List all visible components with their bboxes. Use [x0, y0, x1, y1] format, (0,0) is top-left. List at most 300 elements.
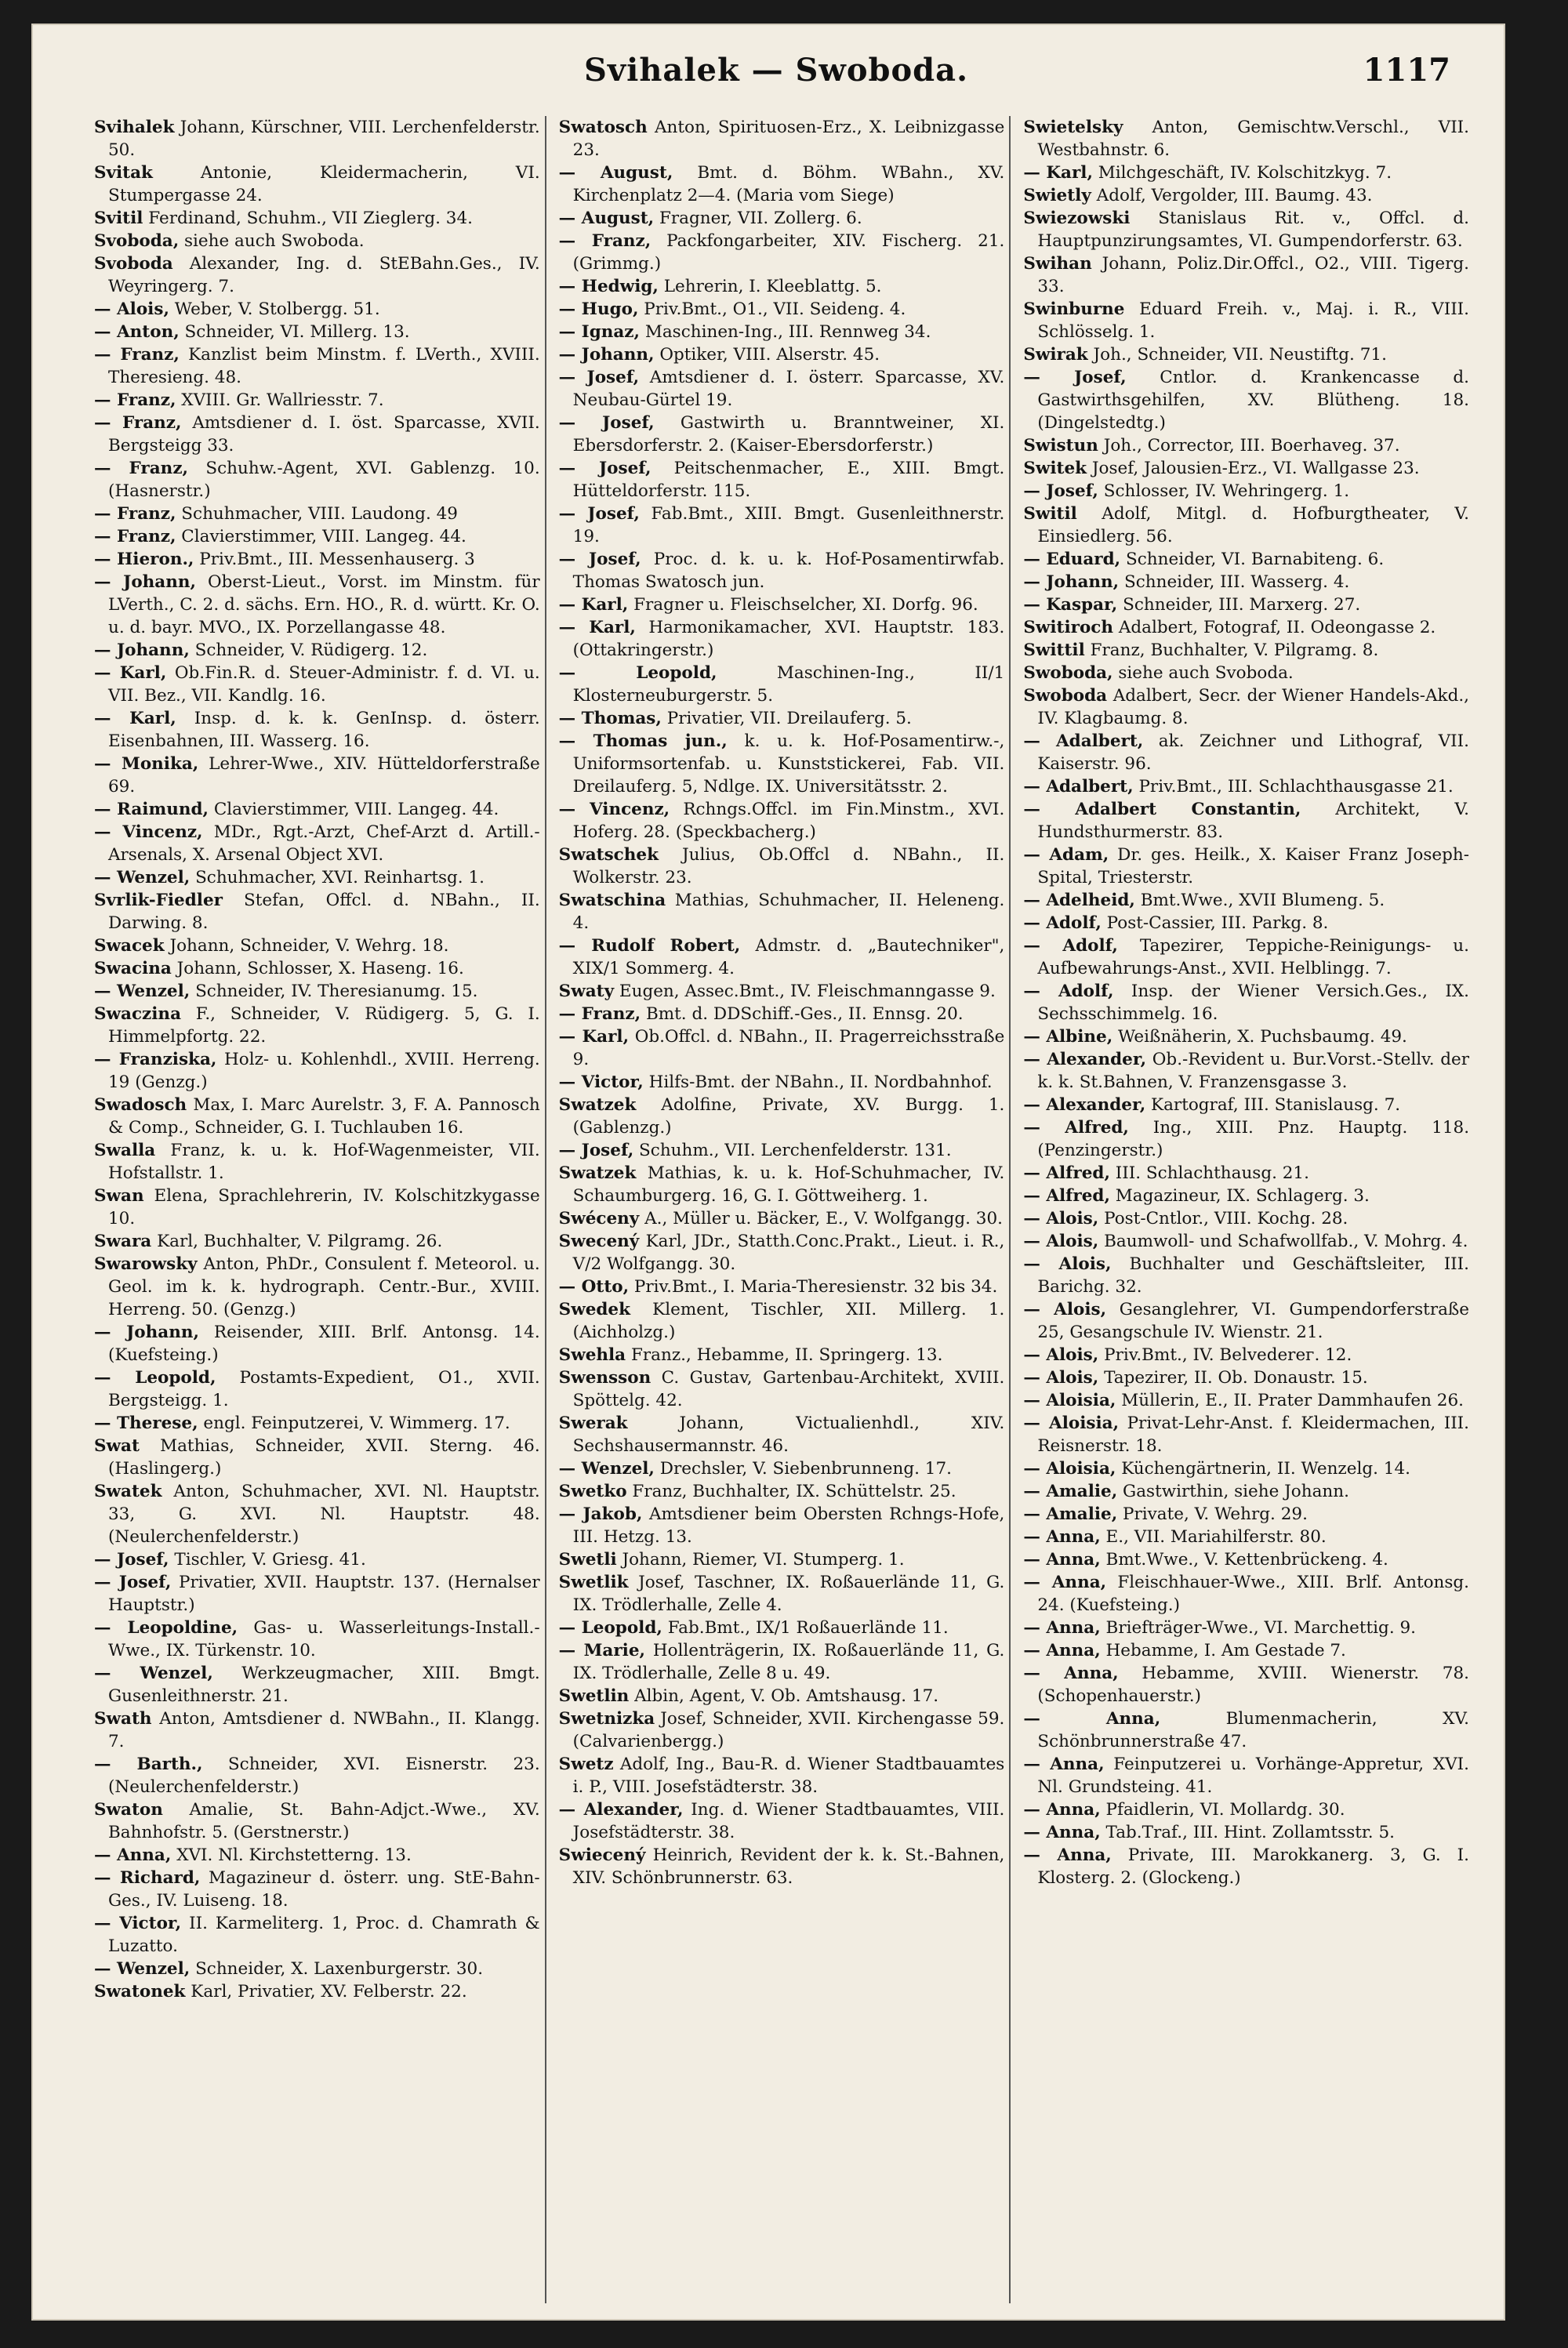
entry-name: — Raimund,	[94, 800, 209, 819]
directory-entry	[559, 1753, 1005, 1798]
directory-entry	[1023, 1116, 1469, 1162]
entry-details: Karl, JDr., Statth.Conc.Prakt., Lieut. i. R., V/2 Wolfgangg. 30.	[572, 1232, 1005, 1274]
entry-details: Johann, Schneider, V. Wehrg. 18.	[164, 936, 449, 956]
entry-name: Swatzek	[558, 1095, 637, 1115]
entry-details: Johann, Schlosser, X. Haseng. 16.	[171, 959, 464, 978]
directory-entry	[1023, 252, 1469, 298]
directory-entry	[559, 1571, 1005, 1617]
entry-name: — Leopold,	[94, 1368, 216, 1388]
directory-entry	[559, 1344, 1005, 1366]
directory-entry	[94, 980, 540, 1003]
entry-name: — Jakob,	[558, 1504, 643, 1524]
entry-details: Anton, PhDr., Consulent f. Meteorol. u. Geol. im k. k. hydrograph. Centr.-Bur., XVIII. Herreng. 50. (Genzg.)	[108, 1254, 540, 1319]
entry-details: Tapezirer, II. Ob. Donaustr. 15.	[1098, 1368, 1368, 1388]
entry-name: — Barth.,	[94, 1755, 203, 1774]
entry-details: Priv.Bmt., I. Maria-Theresienstr. 32 bis 34.	[629, 1277, 998, 1297]
directory-entry	[559, 844, 1005, 889]
directory-entry	[1023, 1707, 1469, 1753]
directory-entry	[559, 1617, 1005, 1639]
entry-name: Swatosch	[558, 118, 648, 137]
entry-details: Pfaidlerin, VI. Mollardg. 30.	[1100, 1800, 1345, 1820]
entry-details: Schuhm., VII. Lerchenfelderstr. 131.	[633, 1141, 952, 1160]
entry-details: Küchengärtnerin, II. Wenzelg. 14.	[1116, 1459, 1410, 1479]
entry-name: — Victor,	[558, 1072, 644, 1092]
directory-entry	[1023, 1617, 1469, 1639]
directory-entry	[559, 161, 1005, 207]
entry-name: Swoboda,	[1023, 663, 1113, 683]
directory-entry	[559, 1707, 1005, 1753]
entry-details: Karl, Buchhalter, V. Pilgramg. 26.	[151, 1232, 443, 1251]
directory-entry	[559, 548, 1005, 593]
entry-name: — Rudolf Robert,	[558, 936, 741, 956]
entry-name: Swatek	[94, 1482, 162, 1501]
entry-name: — Franz,	[94, 459, 189, 478]
directory-entry	[1023, 503, 1469, 548]
entry-name: Swetli	[558, 1550, 617, 1570]
entry-name: Swihan	[1023, 254, 1092, 274]
directory-entry	[559, 1412, 1005, 1457]
entry-name: — Anna,	[1023, 1527, 1101, 1547]
entry-details: Proc. d. k. u. k. Hof-Posamentirwfab. Thomas Swatosch jun.	[572, 550, 1005, 592]
entry-details: Baumwoll- und Schafwollfab., V. Mohrg. 4.	[1098, 1232, 1468, 1251]
directory-entry	[94, 343, 540, 389]
directory-entry	[94, 321, 540, 343]
entry-details: Johann, Poliz.Dir.Offcl., O2., VIII. Tigerg. 33.	[1037, 254, 1470, 296]
entry-name: — Adam,	[1023, 845, 1109, 865]
entry-details: Ing. d. Wiener Stadtbauamtes, VIII. Josefstädterstr. 38.	[572, 1800, 1005, 1842]
directory-entry	[1023, 639, 1469, 662]
directory-entry	[94, 1185, 540, 1230]
entry-name: — Vincenz,	[94, 822, 203, 842]
entry-name: Swarowsky	[94, 1254, 198, 1274]
directory-entry	[94, 116, 540, 161]
entry-name: Svoboda	[94, 254, 173, 274]
directory-entry	[559, 230, 1005, 275]
entry-name: — Johann,	[94, 572, 196, 592]
entry-details: Optiker, VIII. Alserstr. 45.	[654, 345, 880, 365]
entry-name: Switiroch	[1023, 618, 1114, 637]
entry-name: — Franz,	[94, 345, 180, 365]
entry-details: Max, I. Marc Aurelstr. 3, F. A. Pannosch & Comp., Schneider, G. I. Tuchlauben 16.	[108, 1095, 540, 1138]
directory-entry	[1023, 571, 1469, 593]
entry-name: — August,	[558, 163, 673, 183]
directory-entry	[1023, 980, 1469, 1025]
entry-details: Privatier, VII. Dreilauferg. 5.	[661, 709, 912, 728]
entry-details: Milchgeschäft, IV. Kolschitzkyg. 7.	[1092, 163, 1392, 183]
entry-name: — Johann,	[1023, 572, 1120, 592]
entry-details: Julius, Ob.Offcl d. NBahn., II. Wolkerstr. 23.	[572, 845, 1005, 887]
directory-entry	[94, 1662, 540, 1707]
entry-details: Joh., Corrector, III. Boerhaveg. 37.	[1098, 436, 1400, 455]
entry-details: Dr. ges. Heilk., X. Kaiser Franz Joseph-Spital, Triesterstr.	[1037, 845, 1470, 887]
entry-name: — Josef,	[558, 368, 640, 387]
entry-details: Schneider, IV. Theresianumg. 15.	[190, 982, 478, 1001]
entry-name: — Anna,	[1023, 1550, 1101, 1570]
directory-entry	[1023, 1457, 1469, 1480]
directory-entry	[1023, 1503, 1469, 1526]
directory-entry	[94, 1571, 540, 1617]
entry-name: — Alfred,	[1023, 1163, 1110, 1183]
entry-details: Bmt. d. DDSchiff.-Ges., II. Ennsg. 20.	[641, 1004, 964, 1024]
directory-entry	[1023, 1821, 1469, 1844]
entry-details: Schuhmacher, XVI. Reinhartsg. 1.	[190, 868, 485, 887]
entry-name: — Anna,	[1023, 1664, 1119, 1683]
entry-name: — Anna,	[1023, 1823, 1101, 1842]
directory-entry	[559, 662, 1005, 707]
entry-details: Schneider, VI. Barnabiteng. 6.	[1120, 550, 1385, 569]
entry-details: XVI. Nl. Kirchstetterng. 13.	[171, 1845, 412, 1865]
entry-details: Mathias, k. u. k. Hof-Schuhmacher, IV. Schaumburgerg. 16, G. I. Göttweiherg. 1.	[572, 1163, 1005, 1206]
directory-entry	[94, 230, 540, 252]
entry-details: Clavierstimmer, VIII. Langeg. 44.	[208, 800, 499, 819]
directory-entry	[1023, 1253, 1469, 1298]
directory-entry	[559, 1798, 1005, 1844]
directory-entry	[1023, 912, 1469, 934]
entry-name: — Alois,	[1023, 1232, 1099, 1251]
entry-details: Franz, Buchhalter, V. Pilgramg. 8.	[1084, 641, 1379, 660]
entry-name: — Josef,	[558, 550, 641, 569]
entry-details: Mathias, Schuhmacher, II. Heleneng. 4.	[572, 891, 1005, 933]
entry-name: — Johann,	[94, 1323, 199, 1342]
entry-details: Priv.Bmt., IV. Belvederег. 12.	[1098, 1345, 1352, 1365]
directory-entry	[559, 207, 1005, 230]
entry-details: Joh., Schneider, VII. Neustiftg. 71.	[1087, 345, 1387, 365]
entry-name: — Albine,	[1023, 1027, 1113, 1047]
entry-name: — Adalbert,	[1023, 731, 1144, 751]
entry-details: Hebamme, I. Am Gestade 7.	[1100, 1641, 1346, 1660]
directory-entry	[1023, 1230, 1469, 1253]
entry-details: Maschinen-Ing., II/1 Klosterneuburgerstr. 5.	[572, 663, 1005, 706]
directory-entry	[94, 1617, 540, 1662]
entry-details: siehe auch Svoboda.	[1112, 663, 1294, 683]
entry-name: — Karl,	[558, 618, 636, 637]
directory-entry	[1023, 662, 1469, 684]
entry-details: Gastwirthin, siehe Johann.	[1117, 1482, 1349, 1501]
entry-details: Cntlor. d. Krankencasse d. Gastwirthsgehilfen, XV. Blütheng. 18. (Dingelstedtg.)	[1037, 368, 1470, 433]
entry-name: Swoboda	[1023, 686, 1108, 706]
entry-details: XVIII. Gr. Wallriesstr. 7.	[176, 390, 384, 410]
entry-details: Elena, Sprachlehrerin, IV. Kolschitzkygasse 10.	[108, 1186, 540, 1228]
directory-entry	[94, 639, 540, 662]
entry-name: — Alois,	[1023, 1209, 1099, 1228]
directory-entry	[1023, 1844, 1469, 1889]
entry-details: Privat-Lehr-Anst. f. Kleidermachen, III. Reisnerstr. 18.	[1037, 1414, 1470, 1456]
directory-entry	[1023, 1480, 1469, 1503]
entry-details: Eugen, Assec.Bmt., IV. Fleischmanngasse 9.	[614, 982, 996, 1001]
entry-details: Stanislaus Rit. v., Offcl. d. Hauptpunzirungsamtes, VI. Gumpendorferstr. 63.	[1037, 209, 1470, 251]
directory-entry	[559, 1639, 1005, 1685]
directory-entry	[94, 934, 540, 957]
entry-name: — Leopold,	[558, 663, 717, 683]
directory-entry	[1023, 1389, 1469, 1412]
entry-details: Architekt, V. Hundsthurmerstr. 83.	[1037, 800, 1470, 842]
directory-entry	[1023, 889, 1469, 912]
directory-entry	[1023, 1025, 1469, 1048]
directory-entry	[1023, 434, 1469, 457]
entry-details: Lehrerin, I. Kleeblattg. 5.	[658, 277, 882, 296]
entry-details: E., VII. Mariahilferstr. 80.	[1100, 1527, 1327, 1547]
entry-name: — Alexander,	[1023, 1095, 1146, 1115]
entry-name: Swadosch	[94, 1095, 187, 1115]
entry-name: — Thomas jun.,	[558, 731, 728, 751]
directory-entry	[94, 1844, 540, 1867]
entry-name: — August,	[558, 209, 655, 228]
directory-entry	[1023, 1185, 1469, 1207]
directory-entry	[1023, 1526, 1469, 1548]
directory-entry	[559, 503, 1005, 548]
directory-entry	[94, 252, 540, 298]
entry-details: Josef, Jalousien-Erz., VI. Wallgasse 23.	[1087, 459, 1420, 478]
entry-details: II. Karmeliterg. 1, Proc. d. Chamrath & Luzatto.	[108, 1914, 540, 1956]
entry-details: ak. Zeichner und Lithograf, VII. Kaiserstr. 96.	[1037, 731, 1469, 774]
directory-entry	[1023, 298, 1469, 343]
entry-details: Fab.Bmt., IX/1 Roßauerlände 11.	[662, 1618, 949, 1638]
entry-details: Antonie, Kleidermacherin, VI. Stumpergasse 24.	[108, 163, 540, 205]
entry-details: Rchngs.Offcl. im Fin.Minstm., XVI. Hoferg. 28. (Speckbacherg.)	[572, 800, 1005, 842]
directory-entry	[94, 548, 540, 571]
entry-details: Clavierstimmer, VIII. Langeg. 44.	[176, 527, 466, 546]
entry-details: Packfongarbeiter, XIV. Fischerg. 21. (Grimmg.)	[572, 231, 1005, 274]
entry-details: Adolf, Vergolder, III. Baumg. 43.	[1091, 186, 1373, 205]
entry-details: Stefan, Offcl. d. NBahn., II. Darwing. 8.	[108, 891, 540, 933]
directory-entry	[1023, 730, 1469, 775]
entry-name: — Johann,	[94, 641, 190, 660]
entry-name: — Josef,	[94, 1550, 169, 1570]
entry-name: — Franz,	[94, 504, 176, 524]
entry-name: — Anna,	[1023, 1845, 1112, 1865]
directory-entry	[559, 980, 1005, 1003]
entry-name: — Karl,	[94, 663, 167, 683]
entry-details: Magazineur, IX. Schlagerg. 3.	[1109, 1186, 1370, 1206]
directory-page	[31, 24, 1505, 2321]
entry-name: — Alois,	[1023, 1300, 1107, 1319]
directory-entry	[94, 1980, 540, 2003]
entry-details: F., Schneider, V. Rüdigerg. 5, G. I. Himmelpfortg. 22.	[108, 1004, 540, 1047]
entry-details: engl. Feinputzerei, V. Wimmerg. 17.	[198, 1414, 510, 1433]
directory-entry	[1023, 1798, 1469, 1821]
directory-entry	[1023, 798, 1469, 844]
entry-name: — Adolf,	[1023, 936, 1118, 956]
directory-entry	[94, 1230, 540, 1253]
entry-details: Ing., XIII. Pnz. Hauptg. 118. (Penzingerstr.)	[1037, 1118, 1470, 1160]
entry-details: Blumenmacherin, XV. Schönbrunnerstraße 47.	[1037, 1709, 1470, 1751]
entry-details: Adalbert, Fotograf, II. Odeongasse 2.	[1113, 618, 1436, 637]
entry-details: Fragner, VII. Zollerg. 6.	[654, 209, 862, 228]
entry-details: Schuhw.-Agent, XVI. Gablenzg. 10. (Hasnerstr.)	[108, 459, 540, 501]
entry-details: Josef, Taschner, IX. Roßauerlände 11, G. IX. Trödlerhalle, Zelle 4.	[572, 1573, 1005, 1615]
directory-entry	[94, 798, 540, 821]
entry-details: Priv.Bmt., III. Messenhauserg. 3	[194, 550, 475, 569]
entry-name: — Therese,	[94, 1414, 198, 1433]
entry-name: Svitak	[94, 163, 153, 183]
entry-name: — Adalbert Constantin,	[1023, 800, 1301, 819]
entry-details: Buchhalter und Geschäftsleiter, III. Barichg. 32.	[1037, 1254, 1470, 1297]
directory-entry	[1023, 1366, 1469, 1389]
entry-name: Swedek	[558, 1300, 630, 1319]
page-header	[94, 52, 1458, 107]
directory-entry	[559, 412, 1005, 457]
entry-name: — Adelheid,	[1023, 891, 1135, 910]
entry-name: — Leopoldine,	[94, 1618, 238, 1638]
entry-name: Swalla	[94, 1141, 156, 1160]
directory-entry	[1023, 1162, 1469, 1185]
entry-details: Anton, Gemischtw.Verschl., VII. Westbahnstr. 6.	[1037, 118, 1470, 160]
directory-entry	[94, 1048, 540, 1094]
directory-entry	[559, 298, 1005, 321]
entry-name: Swietelsky	[1023, 118, 1123, 137]
entry-name: Swetnizka	[558, 1709, 655, 1729]
entry-details: Amtsdiener beim Obersten Rchngs-Hofe, III. Hetzg. 13.	[572, 1504, 1005, 1547]
entry-name: Swerak	[558, 1414, 628, 1433]
directory-entry	[559, 116, 1005, 161]
entry-name: — Hugo,	[558, 299, 639, 319]
entry-name: — Karl,	[558, 595, 629, 615]
entry-name: Swecený	[558, 1232, 640, 1251]
directory-entry	[559, 1480, 1005, 1503]
entry-details: Fleischhauer-Wwe., XIII. Brlf. Antonsg. 24. (Kuefsteing.)	[1037, 1573, 1470, 1615]
directory-entry	[559, 1162, 1005, 1207]
entry-name: — Karl,	[94, 709, 176, 728]
entry-name: — Josef,	[1023, 481, 1098, 501]
directory-entry	[94, 1867, 540, 1912]
directory-entry	[1023, 1753, 1469, 1798]
directory-entry	[559, 934, 1005, 980]
entry-details: Post-Cntlor., VIII. Kochg. 28.	[1098, 1209, 1348, 1228]
entry-name: — Wenzel,	[94, 982, 191, 1001]
entry-name: — Karl,	[1023, 163, 1093, 183]
entry-name: — Vincenz,	[558, 800, 670, 819]
directory-entry	[1023, 457, 1469, 480]
entry-details: A., Müller u. Bäcker, E., V. Wolfgangg. 30.	[639, 1209, 1003, 1228]
entry-name: Swatzek	[558, 1163, 637, 1183]
directory-entry	[94, 1798, 540, 1844]
entry-name: — Aloisia,	[1023, 1414, 1120, 1433]
entry-details: MDr., Rgt.-Arzt, Chef-Arzt d. Artill.-Arsenals, X. Arsenal Object XVI.	[108, 822, 540, 865]
entry-name: — Wenzel,	[94, 1664, 213, 1683]
directory-entry	[94, 1435, 540, 1480]
entry-details: Ferdinand, Schuhm., VII Zieglerg. 34.	[143, 209, 473, 228]
entry-details: Gesanglehrer, VI. Gumpendorferstraße 25, Gesangschule IV. Wienstr. 21.	[1037, 1300, 1469, 1342]
entry-name: — Franziska,	[94, 1050, 217, 1069]
entry-name: — Alexander,	[558, 1800, 684, 1820]
entry-details: III. Schlachthausg. 21.	[1109, 1163, 1309, 1183]
entry-name: — Josef,	[558, 1141, 634, 1160]
directory-entry	[559, 1503, 1005, 1548]
entry-name: — Victor,	[94, 1914, 182, 1933]
directory-entry	[1023, 1298, 1469, 1344]
directory-entry	[559, 1366, 1005, 1412]
entry-details: Johann, Riemer, VI. Stumperg. 1.	[616, 1550, 905, 1570]
directory-entry	[94, 161, 540, 207]
entry-name: — Kaspar,	[1023, 595, 1118, 615]
directory-entry	[559, 798, 1005, 844]
entry-name: Swinburne	[1023, 299, 1125, 319]
entry-details: Amalie, St. Bahn-Adjct.-Wwe., XV. Bahnhofstr. 5. (Gerstnerstr.)	[108, 1800, 540, 1842]
entry-details: Schneider, VI. Millerg. 13.	[179, 322, 410, 342]
entry-name: — Alois,	[94, 299, 169, 319]
directory-entry	[559, 321, 1005, 343]
entry-name: Svoboda,	[94, 231, 180, 251]
entry-details: Anton, Schuhmacher, XVI. Nl. Hauptstr. 33, G. XVI. Nl. Hauptstr. 48. (Neulerchenfelderstr.)	[108, 1482, 540, 1547]
directory-entry	[559, 457, 1005, 503]
entry-details: Franz, k. u. k. Hof-Wagenmeister, VII. Hofstallstr. 1.	[108, 1141, 540, 1183]
directory-entry	[1023, 1571, 1469, 1617]
entry-details: Schlosser, IV. Wehringerg. 1.	[1098, 481, 1350, 501]
entry-name: Svrlik-Fiedler	[94, 891, 223, 910]
entry-details: Adalbert, Secr. der Wiener Handels-Akd., IV. Klagbaumg. 8.	[1037, 686, 1470, 728]
directory-entry	[559, 1207, 1005, 1230]
directory-entry	[1023, 161, 1469, 184]
directory-entry	[1023, 1094, 1469, 1116]
entry-details: Postamts-Expedient, O1., XVII. Bergsteigg. 1.	[108, 1368, 540, 1410]
entry-details: Hebamme, XVIII. Wienerstr. 78. (Schopenhauerstr.)	[1037, 1664, 1470, 1706]
entry-name: Swaton	[94, 1800, 163, 1820]
directory-entry	[94, 1412, 540, 1435]
entry-name: — Alexander,	[1023, 1050, 1147, 1069]
entry-details: Maschinen-Ing., III. Rennweg 34.	[640, 322, 931, 342]
directory-entry	[1023, 616, 1469, 639]
directory-entry	[1023, 1662, 1469, 1707]
entry-name: — Adalbert,	[1023, 777, 1134, 797]
directory-entry	[94, 1139, 540, 1185]
entry-name: — Anton,	[94, 322, 180, 342]
entry-details: Amtsdiener d. I. österr. Sparcasse, XV. Neubau-Gürtel 19.	[572, 368, 1005, 410]
directory-entry	[94, 707, 540, 753]
directory-entry	[559, 343, 1005, 366]
entry-name: Swensson	[558, 1368, 652, 1388]
directory-entry	[94, 1958, 540, 1980]
entry-details: Weißnäherin, X. Puchsbaumg. 49.	[1112, 1027, 1407, 1047]
entry-details: Drechsler, V. Siebenbrunneng. 17.	[654, 1459, 952, 1479]
entry-details: Oberst-Lieut., Vorst. im Minstm. für LVerth., C. 2. d. sächs. Ern. HO., R. d. württ. Kr. O. u. d. bayr. MVO., IX. Porzellangasse 48.	[108, 572, 540, 637]
directory-entry	[1023, 548, 1469, 571]
entry-name: Swirak	[1023, 345, 1088, 365]
directory-entry	[559, 1548, 1005, 1571]
directory-entry	[1023, 1412, 1469, 1457]
entry-details: Priv.Bmt., III. Schlachthausgasse 21.	[1133, 777, 1454, 797]
entry-details: Amtsdiener d. I. öst. Sparcasse, XVII. Bergsteigg 33.	[108, 413, 540, 455]
entry-name: Swetko	[558, 1482, 627, 1501]
entry-name: — Franz,	[94, 390, 176, 410]
entry-details: Franz., Hebamme, II. Springerg. 13.	[626, 1345, 943, 1365]
directory-entry	[1023, 184, 1469, 207]
entry-name: Swat	[94, 1436, 140, 1456]
entry-details: Weber, V. Stolbergg. 51.	[169, 299, 380, 319]
directory-entry	[559, 1071, 1005, 1094]
directory-entry	[559, 1298, 1005, 1344]
directory-entry	[94, 753, 540, 798]
entry-details: Insp. d. k. k. GenInsp. d. österr. Eisenbahnen, III. Wasserg. 16.	[108, 709, 540, 751]
entry-details: Müllerin, E., II. Prater Dammhaufen 26.	[1116, 1391, 1465, 1410]
entry-name: — Amalie,	[1023, 1482, 1118, 1501]
entry-name: — Wenzel,	[558, 1459, 655, 1479]
directory-entry	[94, 1003, 540, 1048]
directory-entry	[94, 1548, 540, 1571]
entry-details: Insp. der Wiener Versich.Ges., IX. Sechsschimmelg. 16.	[1037, 982, 1470, 1024]
directory-entry	[94, 1753, 540, 1798]
entry-details: Albin, Agent, V. Ob. Amtshausg. 17.	[629, 1686, 939, 1706]
entry-name: Swéceny	[558, 1209, 640, 1228]
entry-name: Swittil	[1023, 641, 1085, 660]
entry-details: Schneider, X. Laxenburgerstr. 30.	[190, 1959, 484, 1979]
entry-details: siehe auch Swoboda.	[179, 231, 365, 251]
directory-entry	[559, 366, 1005, 412]
entry-name: Swehla	[558, 1345, 626, 1365]
directory-entry	[94, 866, 540, 889]
entry-details: Fragner u. Fleischselcher, XI. Dorfg. 96.	[628, 595, 978, 615]
entry-name: Swara	[94, 1232, 152, 1251]
entry-name: — Anna,	[1023, 1573, 1107, 1592]
